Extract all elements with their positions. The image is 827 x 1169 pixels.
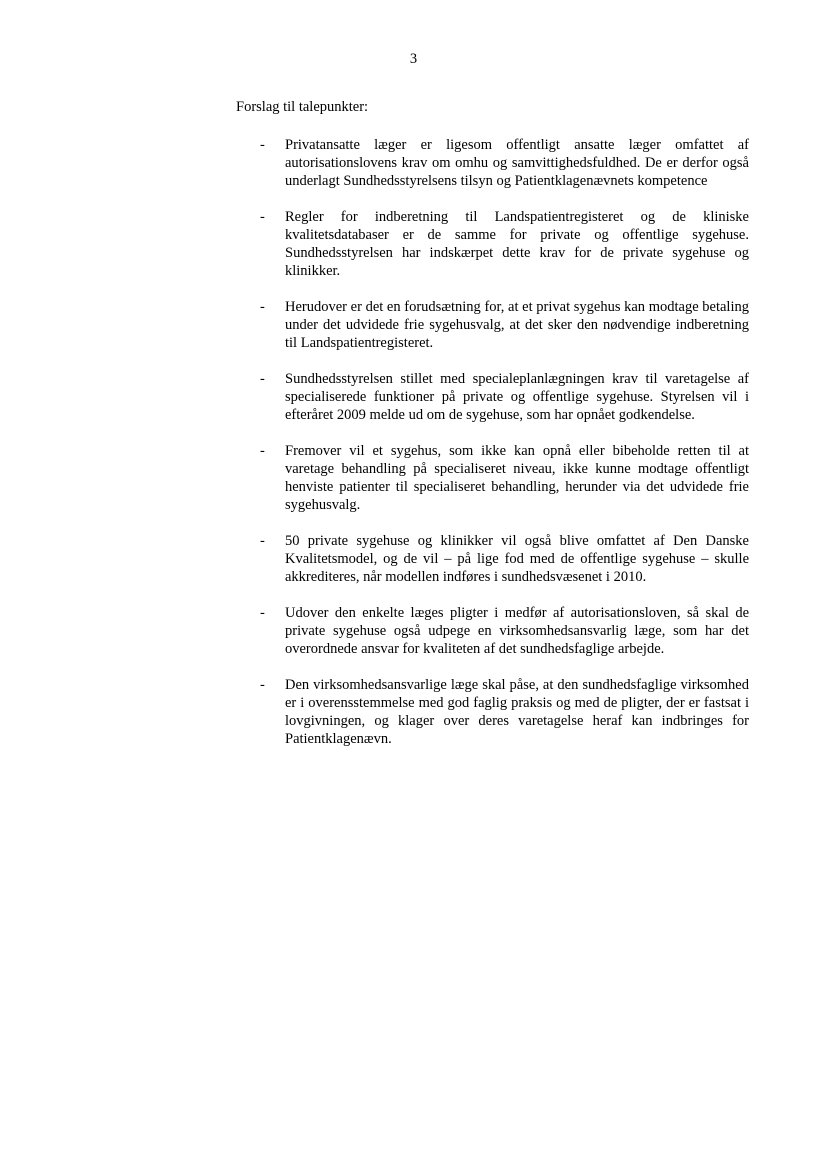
list-item-text: Udover den enkelte læges pligter i medfør af autorisationsloven, så skal de private sygehuse også udpege en virksomhedsansvarlig læge, som har det overordnede ansvar for kvaliteten af det sundhedsfaglige arbejde. bbox=[285, 605, 749, 657]
bullet-dash: - bbox=[260, 677, 265, 693]
bullet-dash: - bbox=[260, 299, 265, 315]
list-item bbox=[236, 442, 749, 514]
list-item bbox=[236, 604, 749, 658]
list-item-text: Regler for indberetning til Landspatientregisteret og de kliniske kvalitetsdatabaser er de samme for private og offentlige sygehuse. Sundhedsstyrelsen har indskærpet dette krav for de private sygehuse og klinikker. bbox=[285, 209, 749, 279]
list-item-text: Herudover er det en forudsætning for, at et privat sygehus kan modtage betaling under det udvidede frie sygehusvalg, at det sker den nødvendige indberetning til Landspatientregisteret. bbox=[285, 299, 749, 351]
list-item-text: Sundhedsstyrelsen stillet med specialeplanlægningen krav til varetagelse af specialiserede funktioner på private og offentlige sygehuse. Styrelsen vil i efteråret 2009 melde ud om de sygehuse, som har opnået godkendelse. bbox=[285, 371, 749, 423]
bullet-dash: - bbox=[260, 209, 265, 225]
talking-points-list bbox=[236, 136, 749, 766]
list-item bbox=[236, 208, 749, 280]
bullet-dash: - bbox=[260, 443, 265, 459]
list-item bbox=[236, 676, 749, 748]
list-item-text: Fremover vil et sygehus, som ikke kan opnå eller bibeholde retten til at varetage behandling på specialiseret niveau, ikke kunne modtage offentligt henviste patienter til specialiseret behandling, herunder via det udvidede frie sygehusvalg. bbox=[285, 443, 749, 513]
bullet-dash: - bbox=[260, 137, 265, 153]
page-heading: Forslag til talepunkter: bbox=[236, 99, 369, 115]
bullet-dash: - bbox=[260, 533, 265, 549]
list-item bbox=[236, 136, 749, 190]
page-number: 3 bbox=[409, 51, 418, 67]
list-item bbox=[236, 370, 749, 424]
list-item-text: 50 private sygehuse og klinikker vil også blive omfattet af Den Danske Kvalitetsmodel, og de vil – på lige fod med de offentlige sygehuse – skulle akkrediteres, når modellen indføres i sundhedsvæsenet i 2010. bbox=[285, 533, 749, 585]
list-item-text: Privatansatte læger er ligesom offentligt ansatte læger omfattet af autorisationslovens krav om omhu og samvittighedsfuldhed. De er derfor også underlagt Sundhedsstyrelsens tilsyn og Patientklagenævnets kompetence bbox=[285, 137, 749, 189]
list-item bbox=[236, 532, 749, 586]
list-item bbox=[236, 298, 749, 352]
bullet-dash: - bbox=[260, 605, 265, 621]
bullet-dash: - bbox=[260, 371, 265, 387]
list-item-text: Den virksomhedsansvarlige læge skal påse, at den sundhedsfaglige virksomhed er i overensstemmelse med god faglig praksis og med de pligter, der er fastsat i lovgivningen, og klager over deres varetagelse heraf kan indbringes for Patientklagenævn. bbox=[285, 677, 749, 747]
